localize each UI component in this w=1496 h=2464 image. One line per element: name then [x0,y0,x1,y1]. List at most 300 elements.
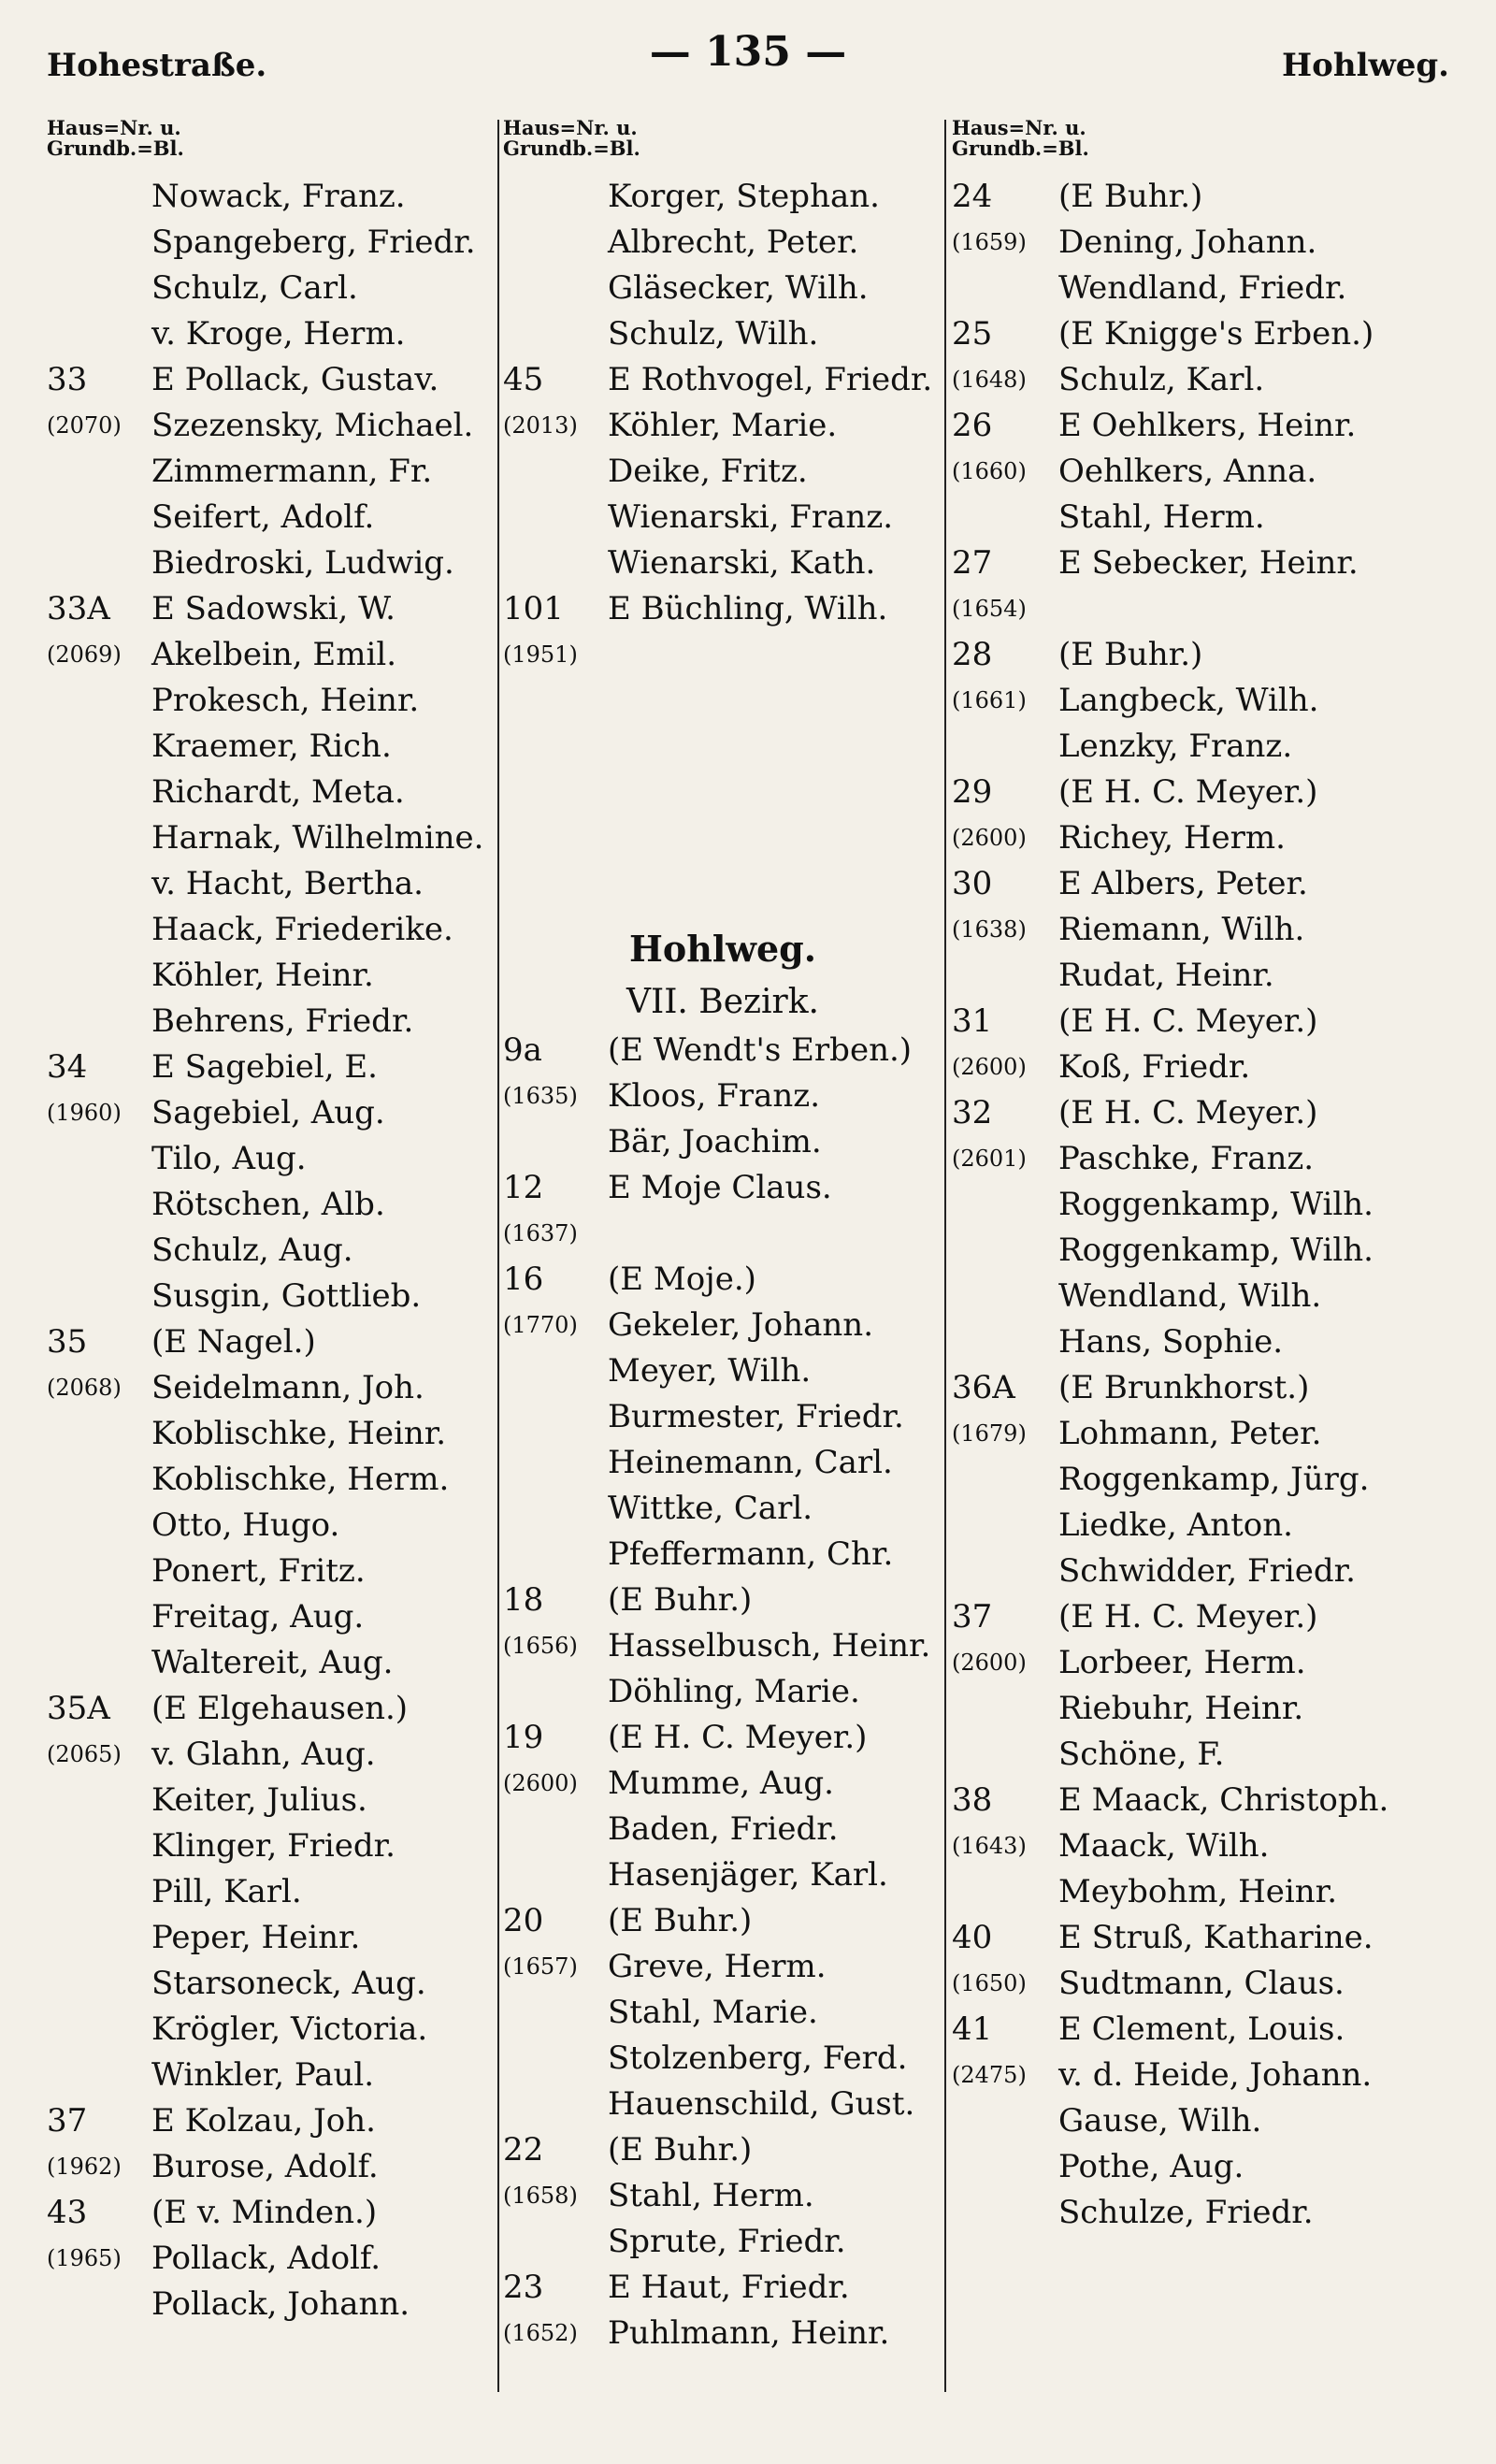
directory-entry [503,540,942,586]
land-register-number: (1659) [952,229,1027,255]
resident-name: Krögler, Victoria. [151,2010,428,2048]
resident-name: (E Elgehausen.) [151,1690,409,1727]
resident-name: Baden, Friedr. [608,1810,839,1848]
resident-name: Hans, Sophie. [1058,1323,1284,1361]
resident-name: Pill, Karl. [151,1873,302,1910]
resident-name: (E v. Minden.) [151,2194,378,2231]
directory-entry [952,1411,1457,1457]
resident-name: Schulz, Wilh. [608,315,819,353]
directory-entry [503,1944,942,1990]
entry-list [952,174,1457,2236]
directory-entry [952,1594,1457,1640]
directory-entry [952,1503,1457,1549]
resident-name: E Struß, Katharine. [1058,1919,1374,1956]
resident-name: (E Moje.) [608,1261,756,1298]
resident-name: Hauenschild, Gust. [608,2085,915,2123]
house-number: 33A [47,590,110,627]
resident-name: (E H. C. Meyer.) [608,1719,868,1756]
house-number: 38 [952,1781,993,1819]
directory-entry [503,266,942,311]
land-register-number: (1652) [503,2320,578,2346]
resident-name: Wittke, Carl. [608,1490,813,1527]
directory-entry [503,1073,942,1119]
resident-name: Roggenkamp, Wilh. [1058,1232,1374,1269]
directory-entry [503,1532,942,1578]
entry-list [47,174,486,2327]
directory-entry [47,2190,486,2236]
entry-list [503,1028,942,2356]
resident-name: Puhlmann, Heinr. [608,2314,890,2352]
directory-entry [47,1594,486,1640]
land-register-number: (1637) [503,1220,578,1246]
resident-name: Akelbein, Emil. [151,636,397,673]
land-register-number: (1638) [952,916,1027,943]
directory-entry [47,1686,486,1732]
land-register-number: (1679) [952,1420,1027,1447]
resident-name: Wienarski, Franz. [608,498,894,536]
resident-name: Koblischke, Heinr. [151,1415,447,1452]
directory-entry [503,2127,942,2173]
directory-entry [952,2144,1457,2190]
directory-entry [952,1686,1457,1732]
land-register-number: (1657) [503,1953,578,1980]
resident-name: Otto, Hugo. [151,1506,340,1544]
resident-name: Maack, Wilh. [1058,1827,1270,1865]
directory-entry [47,174,486,220]
resident-name: Koß, Friedr. [1058,1048,1251,1086]
directory-entry [952,1640,1457,1686]
resident-name: Biedroski, Ludwig. [151,544,454,582]
house-number: 31 [952,1002,993,1040]
house-number: 101 [503,590,564,627]
resident-name: Winkler, Paul. [151,2056,375,2094]
directory-entry [47,1915,486,1961]
directory-entry [47,1228,486,1274]
directory-entry [952,678,1457,724]
directory-entry [503,403,942,449]
directory-entry [47,999,486,1045]
directory-entry [952,1778,1457,1823]
directory-entry [952,586,1457,632]
directory-entry [47,1732,486,1778]
resident-name: Stahl, Herm. [1058,498,1265,536]
directory-entry [47,403,486,449]
resident-name: Pfeffermann, Chr. [608,1535,894,1573]
directory-entry [952,174,1457,220]
directory-entry [47,2144,486,2190]
directory-entry [503,2219,942,2265]
resident-name: Oehlkers, Anna. [1058,453,1317,490]
directory-entry [47,724,486,770]
directory-entry [503,1394,942,1440]
resident-name: Köhler, Heinr. [151,957,374,994]
directory-entry [952,1228,1457,1274]
directory-entry [47,907,486,953]
resident-name: Rudat, Heinr. [1058,957,1274,994]
land-register-number: (2013) [503,412,578,439]
directory-entry [952,2053,1457,2098]
resident-name: Gause, Wilh. [1058,2102,1262,2140]
resident-name: v. Glahn, Aug. [151,1736,376,1773]
house-number: 40 [952,1919,993,1956]
resident-name: Hasselbusch, Heinr. [608,1627,931,1664]
house-number: 18 [503,1581,544,1619]
resident-name: Szezensky, Michael. [151,407,474,444]
resident-name: Richardt, Meta. [151,773,405,811]
land-register-number: (1643) [952,1833,1027,1859]
directory-entry [503,1852,942,1898]
directory-entry [47,1090,486,1136]
directory-entry [952,403,1457,449]
land-register-number: (1648) [952,367,1027,393]
directory-entry [952,1915,1457,1961]
directory-entry [952,724,1457,770]
house-number: 28 [952,636,993,673]
land-register-number: (2600) [952,825,1027,851]
directory-entry [952,2098,1457,2144]
directory-entry [952,1457,1457,1503]
column-1 [47,118,486,2456]
resident-name: Starsoneck, Aug. [151,1965,426,2002]
resident-name: E Kolzau, Joh. [151,2102,376,2140]
directory-entry [952,632,1457,678]
directory-entry [952,953,1457,999]
resident-name: Schöne, F. [1058,1736,1225,1773]
resident-name: Klinger, Friedr. [151,1827,396,1865]
directory-entry [952,1961,1457,2007]
resident-name: Mumme, Aug. [608,1765,834,1802]
resident-name: Heinemann, Carl. [608,1444,893,1481]
directory-entry [503,2036,942,2082]
resident-name: Gläsecker, Wilh. [608,269,869,307]
column-divider [497,120,499,2392]
resident-name: E Oehlkers, Heinr. [1058,407,1357,444]
resident-name: Peper, Heinr. [151,1919,361,1956]
resident-name: v. d. Heide, Johann. [1058,2056,1373,2094]
resident-name: E Rothvogel, Friedr. [608,361,933,398]
resident-name: Tilo, Aug. [151,1140,307,1177]
resident-name: Deike, Fritz. [608,453,808,490]
resident-name: E Sebecker, Heinr. [1058,544,1359,582]
directory-entry [503,220,942,266]
directory-entry [503,2082,942,2127]
resident-name: Burmester, Friedr. [608,1398,904,1435]
directory-entry [952,1869,1457,1915]
directory-entry [952,449,1457,495]
resident-name: Freitag, Aug. [151,1598,365,1635]
resident-name: (E Buhr.) [1058,178,1203,215]
house-number: 37 [47,2102,88,2140]
resident-name: E Haut, Friedr. [608,2269,850,2306]
land-register-number: (1658) [503,2183,578,2209]
resident-name: Lorbeer, Herm. [1058,1644,1306,1681]
resident-name: E Albers, Peter. [1058,865,1308,902]
resident-name: Riemann, Wilh. [1058,911,1305,948]
directory-entry [47,1365,486,1411]
directory-entry [952,815,1457,861]
directory-entry [952,1045,1457,1090]
resident-name: (E Nagel.) [151,1323,316,1361]
directory-entry [47,770,486,815]
resident-name: Nowack, Franz. [151,178,406,215]
directory-entry [503,2265,942,2311]
resident-name: Roggenkamp, Wilh. [1058,1186,1374,1223]
house-number: 32 [952,1094,993,1131]
directory-entry [503,357,942,403]
directory-entry [47,266,486,311]
resident-name: Susgin, Gottlieb. [151,1277,422,1315]
directory-entry [47,632,486,678]
resident-name: (E Buhr.) [608,2131,753,2169]
resident-name: Schulze, Friedr. [1058,2194,1314,2231]
directory-entry [503,1807,942,1852]
resident-name: v. Kroge, Herm. [151,315,406,353]
house-number: 36A [952,1369,1015,1406]
resident-name: Pollack, Adolf. [151,2240,381,2277]
resident-name: (E Buhr.) [1058,636,1203,673]
directory-entry [503,632,942,678]
blank-space [503,678,942,921]
resident-name: Harnak, Wilhelmine. [151,819,484,857]
entry-list [503,174,942,678]
directory-entry [952,2007,1457,2053]
directory-entry [952,1090,1457,1136]
resident-name: Koblischke, Herm. [151,1461,450,1498]
directory-entry [503,1623,942,1669]
directory-entry [952,311,1457,357]
directory-entry [47,1549,486,1594]
land-register-number: (2065) [47,1741,122,1767]
resident-name: Köhler, Marie. [608,407,838,444]
directory-entry [952,266,1457,311]
resident-name: Korger, Stephan. [608,178,880,215]
resident-name: Wendland, Wilh. [1058,1277,1322,1315]
land-register-number: (2068) [47,1375,122,1401]
resident-name: (E H. C. Meyer.) [1058,1598,1318,1635]
directory-entry [952,357,1457,403]
resident-name: Meyer, Wilh. [608,1352,812,1390]
house-number: 35 [47,1323,88,1361]
directory-entry [47,2236,486,2282]
directory-entry [503,2311,942,2356]
directory-entry [503,1715,942,1761]
resident-name: Döhling, Marie. [608,1673,860,1710]
resident-name: Greve, Herm. [608,1948,827,1985]
directory-entry [952,907,1457,953]
resident-name: E Maack, Christoph. [1058,1781,1389,1819]
land-register-number: (2601) [952,1146,1027,1172]
directory-entry [952,999,1457,1045]
resident-name: Stolzenberg, Ferd. [608,2039,908,2077]
resident-name: Waltereit, Aug. [151,1644,394,1681]
directory-entry [952,2190,1457,2236]
street-heading: Hohlweg. [628,928,816,970]
resident-name: Paschke, Franz. [1058,1140,1315,1177]
land-register-number: (1960) [47,1100,122,1126]
directory-entry [503,1119,942,1165]
directory-entry [952,1136,1457,1182]
house-number: 16 [503,1261,544,1298]
land-register-number: (1661) [952,687,1027,713]
directory-entry [47,2007,486,2053]
resident-name: Spangeberg, Friedr. [151,223,476,261]
resident-name: (E Buhr.) [608,1902,753,1939]
land-register-number: (1951) [503,641,578,668]
column-divider [944,120,946,2392]
directory-entry [47,1457,486,1503]
land-register-number: (2070) [47,412,122,439]
directory-entry [47,586,486,632]
resident-name: Bär, Joachim. [608,1123,822,1160]
directory-entry [503,1669,942,1715]
resident-name: E Clement, Louis. [1058,2010,1345,2048]
resident-name: Sudtmann, Claus. [1058,1965,1345,2002]
directory-entry [503,1257,942,1303]
house-number: 24 [952,178,993,215]
resident-name: Richey, Herm. [1058,819,1286,857]
directory-entry [47,1823,486,1869]
resident-name: (E H. C. Meyer.) [1058,773,1318,811]
running-head-left: Hohestraße. [47,47,267,84]
column-heading-line: Grundb.=Bl. [952,137,1089,160]
directory-entry [47,1319,486,1365]
column-heading-line: Haus=Nr. u. [47,116,181,139]
resident-name: Schwidder, Friedr. [1058,1552,1356,1590]
column-heading-line: Haus=Nr. u. [952,116,1086,139]
directory-entry [952,1549,1457,1594]
directory-entry [503,1440,942,1486]
directory-entry [47,1961,486,2007]
resident-name: Seifert, Adolf. [151,498,375,536]
directory-entry [952,1732,1457,1778]
resident-name: Schulz, Aug. [151,1232,353,1269]
resident-name: Pollack, Johann. [151,2285,410,2323]
directory-entry [952,1182,1457,1228]
directory-entry [47,1778,486,1823]
house-number: 19 [503,1719,544,1756]
column-heading [952,118,1457,174]
resident-name: Schulz, Karl. [1058,361,1265,398]
directory-entry [47,1869,486,1915]
page-header [47,28,1449,84]
directory-entry [47,1182,486,1228]
resident-name: Riebuhr, Heinr. [1058,1690,1304,1727]
house-number: 26 [952,407,993,444]
directory-entry [503,1303,942,1348]
resident-name: E Büchling, Wilh. [608,590,888,627]
land-register-number: (1770) [503,1312,578,1338]
directory-entry [952,1823,1457,1869]
directory-entry [503,1898,942,1944]
directory-entry [47,220,486,266]
land-register-number: (1654) [952,596,1027,622]
land-register-number: (1635) [503,1083,578,1109]
land-register-number: (2069) [47,641,122,668]
resident-name: Sprute, Friedr. [608,2223,846,2260]
directory-entry [952,1274,1457,1319]
resident-name: Stahl, Marie. [608,1994,818,2031]
directory-entry [503,1761,942,1807]
resident-name: Gekeler, Johann. [608,1306,874,1344]
resident-name: Stahl, Herm. [608,2177,814,2214]
house-number: 29 [952,773,993,811]
directory-entry [503,1990,942,2036]
directory-entry [47,2053,486,2098]
resident-name: Roggenkamp, Jürg. [1058,1461,1370,1498]
resident-name: (E H. C. Meyer.) [1058,1094,1318,1131]
directory-entry [952,770,1457,815]
land-register-number: (1965) [47,2245,122,2271]
house-number: 35A [47,1690,110,1727]
directory-entry [47,1136,486,1182]
directory-entry [952,1319,1457,1365]
resident-name: Kloos, Franz. [608,1077,821,1115]
house-number: 22 [503,2131,544,2169]
directory-entry [952,220,1457,266]
land-register-number: (1656) [503,1633,578,1659]
resident-name: Lohmann, Peter. [1058,1415,1322,1452]
directory-entry [503,586,942,632]
directory-entry [47,357,486,403]
resident-name: Liedke, Anton. [1058,1506,1293,1544]
directory-entry [503,311,942,357]
resident-name: E Moje Claus. [608,1169,832,1206]
directory-entry [952,495,1457,540]
directory-entry [503,174,942,220]
district-heading: VII. Bezirk. [626,983,820,1021]
column-3 [952,118,1457,2456]
running-head-right: Hohlweg. [1282,47,1449,84]
resident-name: Behrens, Friedr. [151,1002,414,1040]
directory-entry [47,2098,486,2144]
resident-name: E Sadowski, W. [151,590,396,627]
resident-name: Hasenjäger, Karl. [608,1856,888,1894]
house-number: 43 [47,2194,88,2231]
column-heading [503,118,942,174]
column-heading-line: Grundb.=Bl. [47,137,184,160]
resident-name: Sagebiel, Aug. [151,1094,385,1131]
column-2 [503,118,942,2456]
resident-name: Prokesch, Heinr. [151,682,420,719]
house-number: 34 [47,1048,88,1086]
resident-name: Meybohm, Heinr. [1058,1873,1337,1910]
directory-entry [47,1045,486,1090]
directory-entry [952,540,1457,586]
house-number: 37 [952,1598,993,1635]
house-number: 9a [503,1031,542,1069]
resident-name: v. Hacht, Bertha. [151,865,424,902]
resident-name: Lenzky, Franz. [1058,728,1293,765]
directory-entry [503,495,942,540]
resident-name: E Sagebiel, E. [151,1048,378,1086]
resident-name: Schulz, Carl. [151,269,358,307]
resident-name: Haack, Friederike. [151,911,453,948]
resident-name: Ponert, Fritz. [151,1552,366,1590]
resident-name: (E Wendt's Erben.) [608,1031,913,1069]
directory-entry [503,1578,942,1623]
directory-entry [503,1028,942,1073]
directory-entry [47,2282,486,2327]
directory-entry [47,678,486,724]
land-register-number: (2600) [952,1054,1027,1080]
house-number: 20 [503,1902,544,1939]
directory-entry [503,1211,942,1257]
directory-entry [47,449,486,495]
resident-name: Wienarski, Kath. [608,544,876,582]
house-number: 30 [952,865,993,902]
resident-name: Seidelmann, Joh. [151,1369,424,1406]
directory-entry [47,1411,486,1457]
